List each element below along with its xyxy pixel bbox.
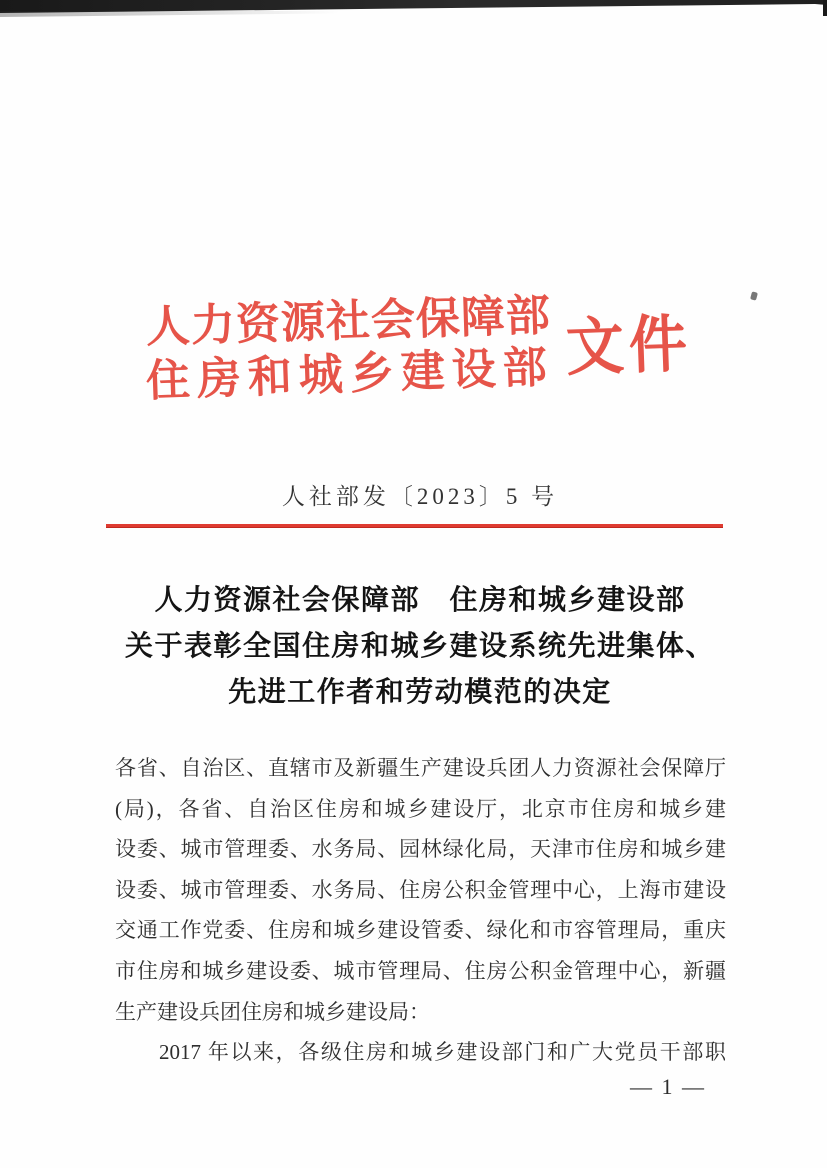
letterhead-divider-rule [106, 524, 723, 528]
letterhead-agency-line-2: 住房和城乡建设部 [145, 342, 555, 406]
document-title [112, 578, 728, 716]
letterhead-doc-type-label: 文件 [564, 308, 694, 384]
scan-top-edge-shadow [0, 11, 340, 17]
body-line: 设委、城市管理委、水务局、园林绿化局，天津市住房和城乡建 [115, 837, 726, 862]
body-line: 设委、城市管理委、水务局、住房公积金管理中心，上海市建设 [115, 877, 726, 902]
body-line-paragraph-start: 2017 年以来，各级住房和城乡建设部门和广大党员干部职 [159, 1040, 726, 1065]
body-line: 市住房和城乡建设委、城市管理局、住房公积金管理中心，新疆 [115, 958, 726, 983]
document-title-line-2: 关于表彰全国住房和城乡建设系统先进集体、 [124, 631, 715, 662]
letterhead-agency-line-1: 人力资源社会保障部 [145, 290, 552, 352]
document-title-line-3: 先进工作者和劳动模范的决定 [228, 677, 612, 708]
body-line-salutation-end: 生产建设兵团住房和城乡建设局： [115, 999, 430, 1024]
document-title-line-1: 人力资源社会保障部 住房和城乡建设部 [154, 585, 686, 616]
scan-corner-artifact [823, 0, 827, 16]
body-line: 各省、自治区、直辖市及新疆生产建设兵团人力资源社会保障厅 [115, 756, 726, 780]
letterhead [145, 290, 555, 409]
document-body [115, 748, 726, 1073]
page-number: — 1 — [630, 1074, 706, 1099]
document-number: 人社部发〔2023〕5 号 [281, 484, 559, 509]
scan-speck-artifact [750, 291, 758, 300]
body-line: (局)，各省、自治区住房和城乡建设厅，北京市住房和城乡建 [115, 796, 726, 821]
body-line: 交通工作党委、住房和城乡建设管委、绿化和市容管理局，重庆 [115, 918, 726, 943]
